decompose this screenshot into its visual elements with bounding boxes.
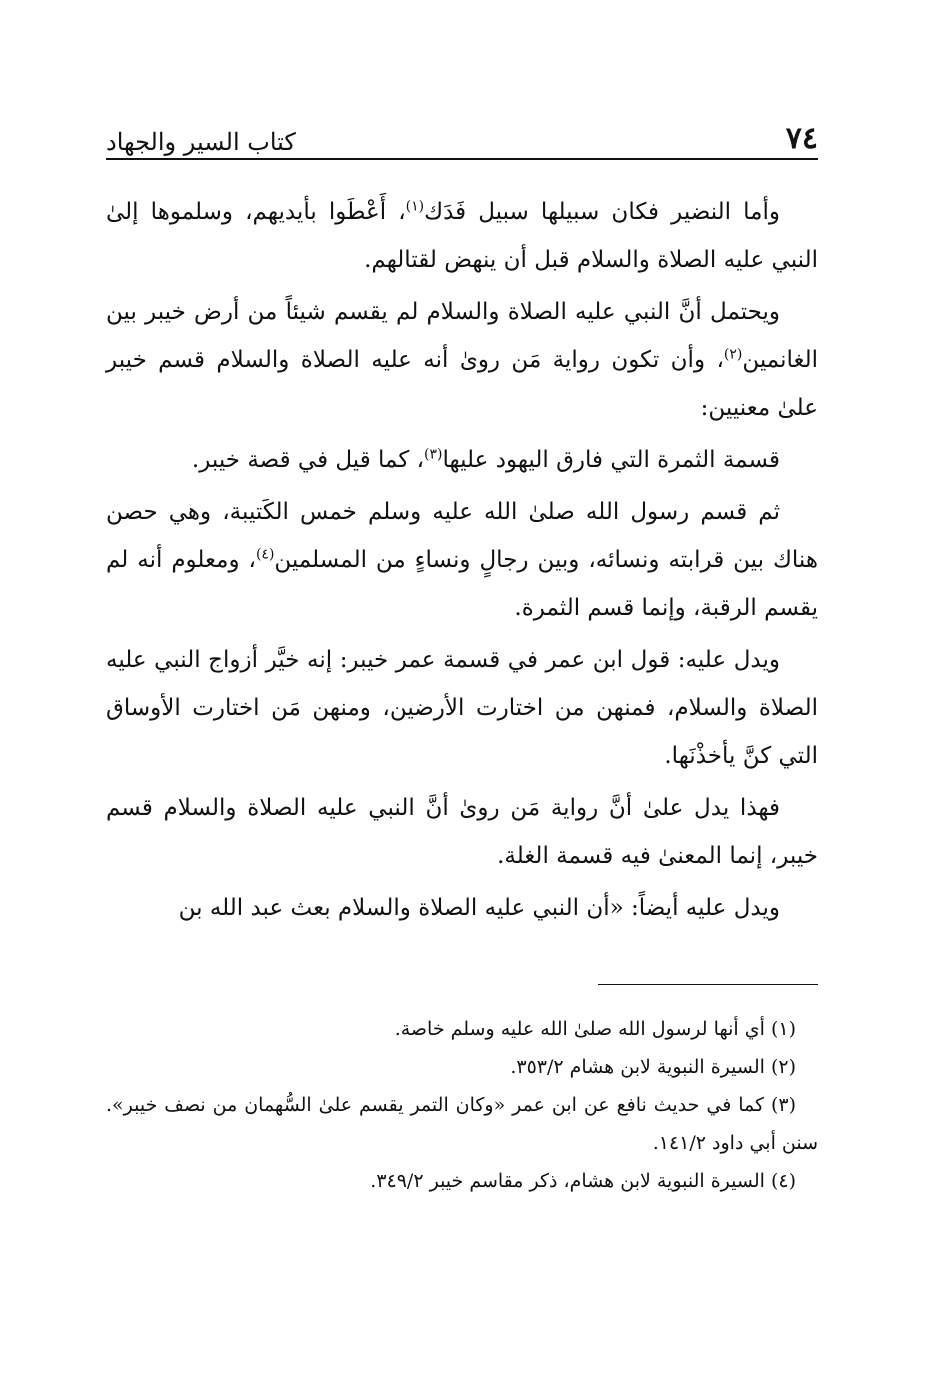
paragraph-5: ويدل عليه: قول ابن عمر في قسمة عمر خيبر: إنه خيَّر أزواج النبي عليه الصلاة والسلام، فمنهن من اختارت الأرضين، ومنهن مَن اختارت الأوساق التي كنَّ يأخذْنَها.: [106, 647, 818, 769]
footnote-ref-3: (٣): [424, 446, 443, 463]
footnote-ref-2: (٢): [723, 346, 743, 363]
footnote-4: (٤) السيرة النبوية لابن هشام، ذكر مقاسم خيبر ٣٤٩/٢.: [370, 1170, 796, 1192]
footnote-ref-1: (١): [405, 198, 425, 215]
paragraph-4: ثم قسم رسول الله صلىٰ الله عليه وسلم خمس الكَتيبة، وهي حصن هناك بين قرابته ونسائه، وبين رجالٍ ونساءٍ من المسلمين$^{(٤)}$، ومعلوم أنه لم يقسم الرقبة، وإنما قسم الثمرة.: [106, 499, 818, 621]
paragraph-3: قسمة الثمرة التي فارق اليهود عليها$^{(٣)}$، كما قيل في قصة خيبر.: [191, 446, 780, 473]
footnotes: [106, 1010, 818, 1200]
page-number: ٧٤: [785, 121, 818, 156]
paragraph-7: ويدل عليه أيضاً: «أن النبي عليه الصلاة والسلام بعث عبد الله بن: [178, 895, 780, 921]
book-page: [106, 110, 818, 1290]
footnote-2: (٢) السيرة النبوية لابن هشام ٣٥٣/٢.: [510, 1056, 796, 1078]
paragraph-2: ويحتمل أنَّ النبي عليه الصلاة والسلام لم يقسم شيئاً من أرض خيبر بين الغانمين$^{(٢)}$، وأن تكون رواية مَن روىٰ أنه عليه الصلاة والسلام قسم خيبر علىٰ معنيين:: [106, 299, 818, 421]
paragraph-1: وأما النضير فكان سبيلها سبيل فَدَك$^{(١)}$، أَعْطَوا بأيديهم، وسلموها إلىٰ النبي عليه الصلاة والسلام قبل أن ينهض لقتالهم.: [106, 198, 818, 273]
footnote-ref-4: (٤): [255, 546, 275, 563]
paragraph-6: فهذا يدل علىٰ أنَّ رواية مَن روىٰ أنَّ النبي عليه الصلاة والسلام قسم خيبر، إنما المعنىٰ فيه قسمة الغلة.: [106, 795, 818, 869]
main-text: [106, 188, 818, 932]
footnote-3: (٣) كما في حديث نافع عن ابن عمر «وكان التمر يقسم علىٰ السُّهمان من نصف خيبر». سنن أبي داود ١٤١/٢.: [106, 1094, 818, 1154]
running-header: [106, 110, 818, 160]
footnote-separator: [598, 984, 818, 985]
footnote-1: (١) أي أنها لرسول الله صلىٰ الله عليه وسلم خاصة.: [394, 1018, 796, 1040]
book-title: كتاب السير والجهاد: [106, 128, 296, 156]
